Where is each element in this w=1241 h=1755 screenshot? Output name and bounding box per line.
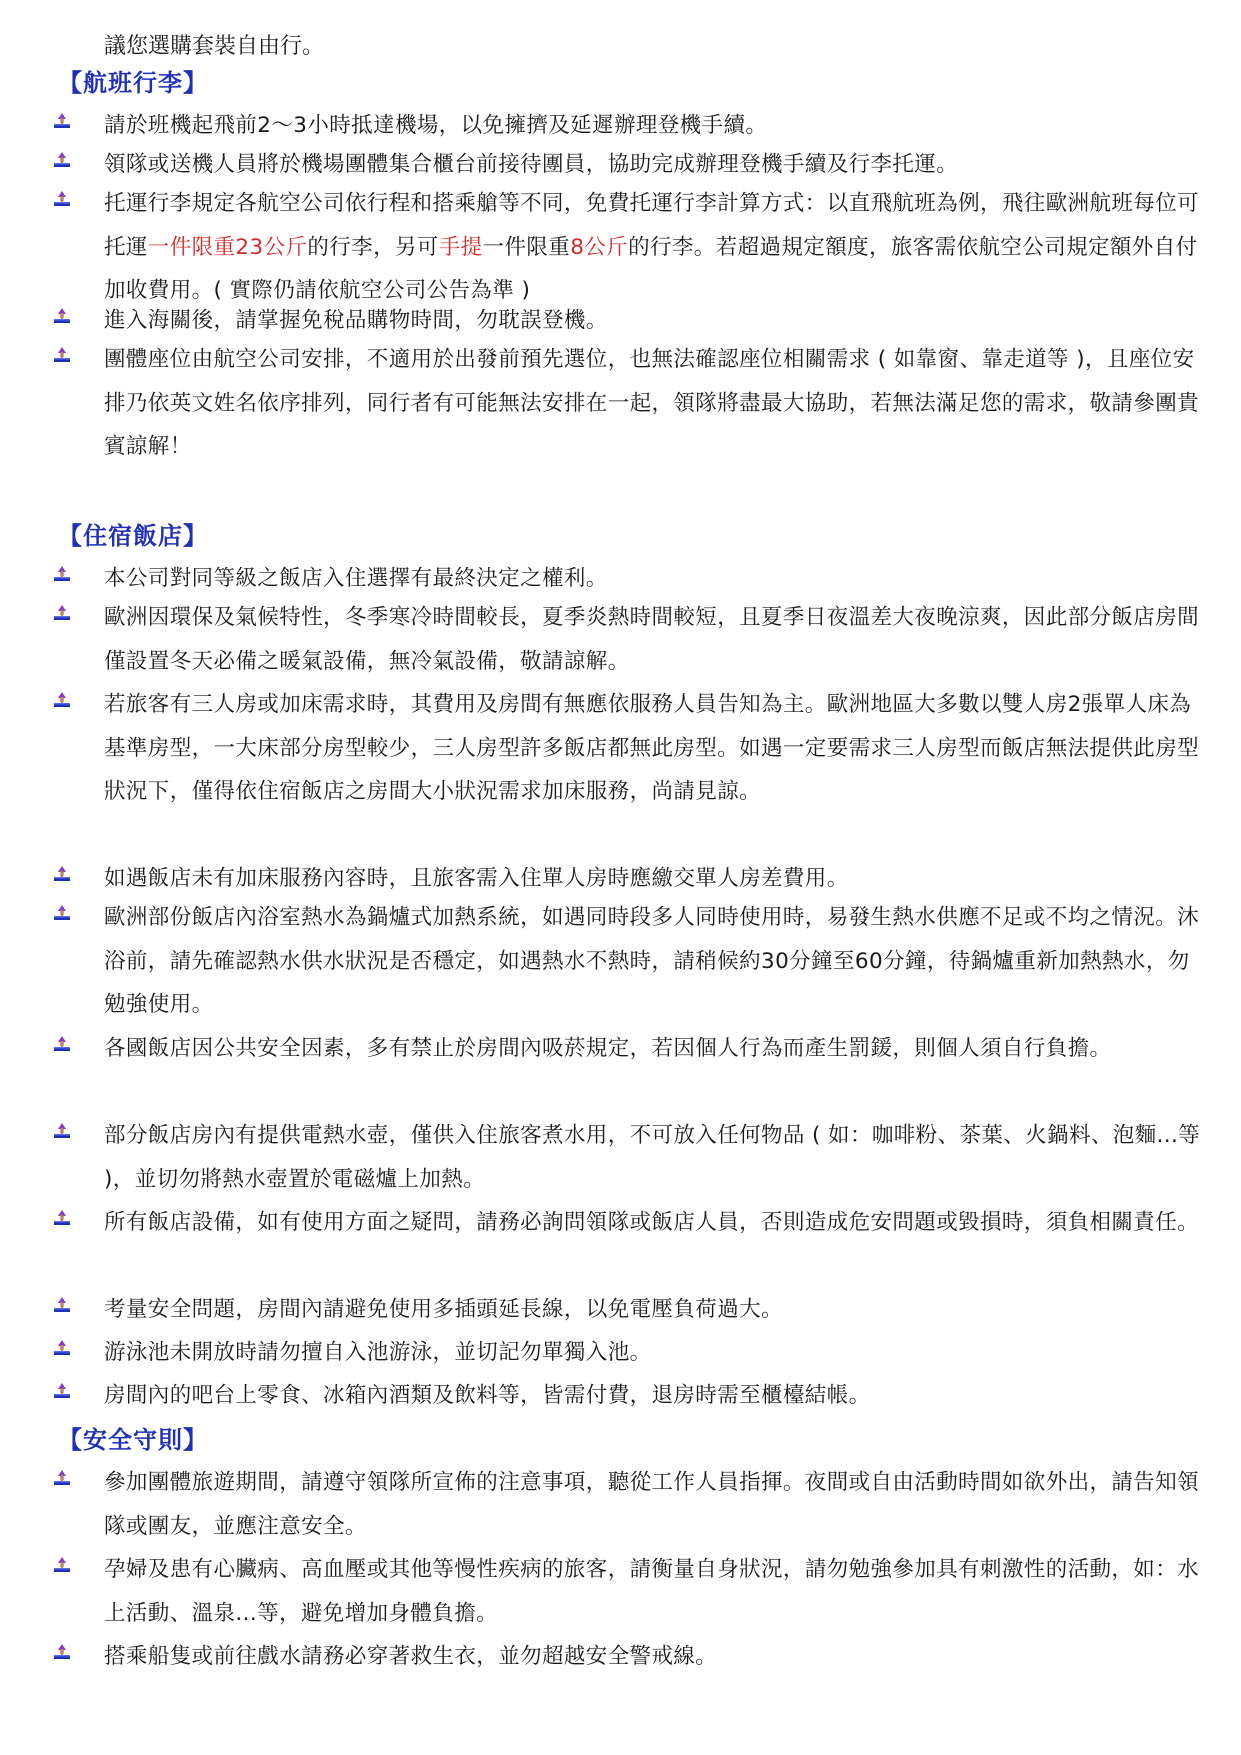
bullet-arrow-icon bbox=[52, 1295, 72, 1315]
bullet-arrow-icon bbox=[52, 690, 72, 710]
list-item: 請於班機起飛前2～3小時抵達機場，以免擁擠及延遲辦理登機手續。 bbox=[52, 104, 1202, 148]
list-item: 部分飯店房內有提供電熱水壺，僅供入住旅客煮水用，不可放入任何物品 ( 如：咖啡粉、茶葉、火鍋料、泡麵...等 )，並切勿將熱水壺置於電磁爐上加熱。 bbox=[52, 1114, 1202, 1201]
list-item: 托運行李規定各航空公司依行程和搭乘艙等不同，免費托運行李計算方式：以直飛航班為例，飛往歐洲航班每位可托運一件限重23公斤的行李，另可手提一件限重8公斤的行李。若超過規定額度，旅客需依航空公司規定額外自付加收費用。( 實際仍請依航空公司公告為準 ) bbox=[52, 182, 1202, 313]
bullet-arrow-icon bbox=[52, 1338, 72, 1358]
intro-line: 議您選購套裝自由行。 bbox=[104, 34, 325, 59]
list-item: 如遇飯店未有加床服務內容時，且旅客需入住單人房時應繳交單人房差費用。 bbox=[52, 857, 1202, 901]
list-item: 房間內的吧台上零食、冰箱內酒類及飲料等，皆需付費，退房時需至櫃檯結帳。 bbox=[52, 1374, 1202, 1418]
bullet-arrow-icon bbox=[52, 150, 72, 170]
heading-safety: 【安全守則】 bbox=[58, 1426, 208, 1454]
bullet-arrow-icon bbox=[52, 345, 72, 365]
bullet-arrow-icon bbox=[52, 1121, 72, 1141]
bullet-arrow-icon bbox=[52, 864, 72, 884]
bullet-arrow-icon bbox=[52, 1381, 72, 1401]
bullet-arrow-icon bbox=[52, 603, 72, 623]
bullet-arrow-icon bbox=[52, 1555, 72, 1575]
bullet-arrow-icon bbox=[52, 111, 72, 131]
list-item: 參加團體旅遊期間，請遵守領隊所宣佈的注意事項，聽從工作人員指揮。夜間或自由活動時間如欲外出，請告知領隊或團友，並應注意安全。 bbox=[52, 1461, 1202, 1548]
bullet-arrow-icon bbox=[52, 1208, 72, 1228]
list-item: 若旅客有三人房或加床需求時，其費用及房間有無應依服務人員告知為主。歐洲地區大多數以雙人房2張單人床為基準房型，一大床部分房型較少，三人房型許多飯店都無此房型。如遇一定要需求三人房型而飯店無法提供此房型狀況下，僅得依住宿飯店之房間大小狀況需求加床服務，尚請見諒。 bbox=[52, 683, 1202, 814]
bullet-arrow-icon bbox=[52, 1034, 72, 1054]
bullet-arrow-icon bbox=[52, 1468, 72, 1488]
list-item: 團體座位由航空公司安排，不適用於出發前預先選位，也無法確認座位相關需求 ( 如靠窗、靠走道等 )，且座位安排乃依英文姓名依序排列，同行者有可能無法安排在一起，領隊將盡最大協助，若無法滿足您的需求，敬請參團貴賓諒解！ bbox=[52, 338, 1202, 469]
list-item: 搭乘船隻或前往戲水請務必穿著救生衣，並勿超越安全警戒線。 bbox=[52, 1635, 1202, 1679]
list-item: 本公司對同等級之飯店入住選擇有最終決定之權利。 bbox=[52, 557, 1202, 601]
list-item: 各國飯店因公共安全因素，多有禁止於房間內吸菸規定，若因個人行為而產生罰鍰，則個人須自行負擔。 bbox=[52, 1027, 1202, 1071]
bullet-arrow-icon bbox=[52, 564, 72, 584]
list-item: 歐洲部份飯店內浴室熱水為鍋爐式加熱系統，如遇同時段多人同時使用時，易發生熱水供應不足或不均之情況。沐浴前，請先確認熱水供水狀況是否穩定，如遇熱水不熱時，請稍候約30分鐘至60分鐘，待鍋爐重新加熱熱水，勿勉強使用。 bbox=[52, 896, 1202, 1027]
heading-flight-luggage: 【航班行李】 bbox=[58, 69, 208, 97]
list-item: 領隊或送機人員將於機場團體集合櫃台前接待團員，協助完成辦理登機手續及行李托運。 bbox=[52, 143, 1202, 187]
bullet-arrow-icon bbox=[52, 306, 72, 326]
list-item: 進入海關後，請掌握免稅品購物時間，勿耽誤登機。 bbox=[52, 299, 1202, 343]
list-item: 游泳池未開放時請勿擅自入池游泳，並切記勿單獨入池。 bbox=[52, 1331, 1202, 1375]
list-item: 孕婦及患有心臟病、高血壓或其他等慢性疾病的旅客，請衡量自身狀況，請勿勉強參加具有刺激性的活動，如：水上活動、溫泉...等，避免增加身體負擔。 bbox=[52, 1548, 1202, 1635]
bullet-arrow-icon bbox=[52, 189, 72, 209]
list-item: 歐洲因環保及氣候特性，冬季寒冷時間較長，夏季炎熱時間較短，且夏季日夜溫差大夜晚涼爽，因此部分飯店房間僅設置冬天必備之暖氣設備，無冷氣設備，敬請諒解。 bbox=[52, 596, 1202, 683]
list-item: 考量安全問題，房間內請避免使用多插頭延長線，以免電壓負荷過大。 bbox=[52, 1288, 1202, 1332]
heading-hotel: 【住宿飯店】 bbox=[58, 522, 208, 550]
bullet-arrow-icon bbox=[52, 903, 72, 923]
bullet-arrow-icon bbox=[52, 1642, 72, 1662]
list-item: 所有飯店設備，如有使用方面之疑問，請務必詢問領隊或飯店人員，否則造成危安問題或毀損時，須負相關責任。 bbox=[52, 1201, 1202, 1245]
